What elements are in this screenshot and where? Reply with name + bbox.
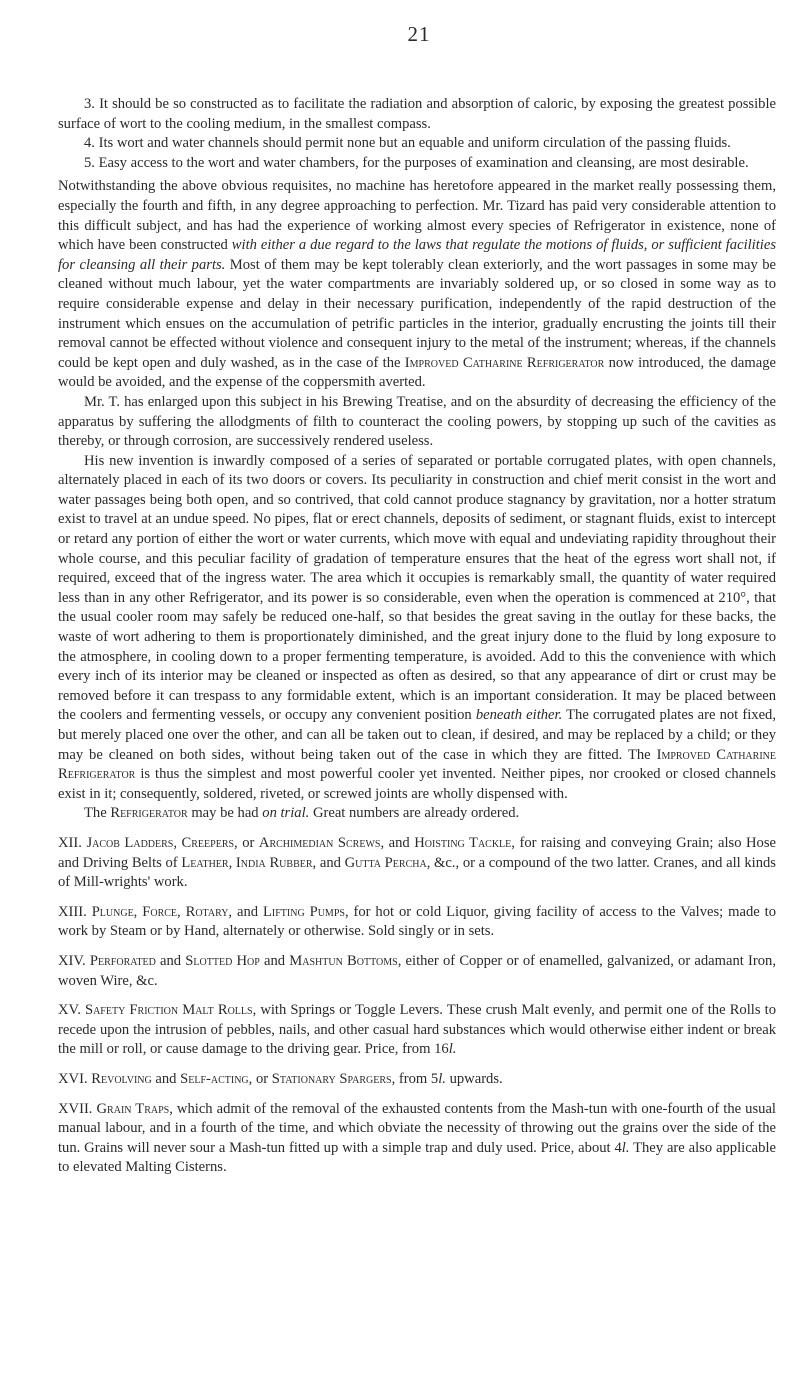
- catalogue-item-xvi: [58, 1070, 776, 1090]
- text-run: which admit of the removal of the exhausted contents from the Mash-tun with one-fourth of the usual manual labour, and in a fourth of the time, and which obviate the necessity of throwing out the grains over the side of the tun. Grains will never sour a Mash-tun fitted up with a simple trap and duly used. Price, about 4: [58, 1100, 776, 1156]
- text-run: and: [384, 834, 415, 851]
- product-name: Improved Catharine Refrigerator: [58, 746, 776, 783]
- product-name: Self-acting,: [180, 1070, 253, 1087]
- text-run: and: [316, 854, 345, 871]
- text-run: and: [155, 952, 186, 969]
- text-run: is thus the simplest and most powerful cooler yet invented. Neither pipes, nor crooked or closed channels exist in it; consequently, soldered, riveted, or screwed joints are wholly dispensed with.: [58, 766, 776, 802]
- text-run: and: [151, 1070, 181, 1087]
- product-name: Leather, India Rubber,: [181, 854, 317, 871]
- paragraph-new-invention: [58, 452, 776, 805]
- text-run: The corrugated plates are not fixed, but merely placed one over the other, and can all be taken out to clean, if desired, and may be replaced by a child; or they may be cleaned on both sides, without being taken out of the case in which they are fitted. The: [58, 707, 776, 763]
- text-run: His new invention is inwardly composed of a series of separated or portable corrugated plates, with open channels, alternately placed in each of its two doors or covers. Its peculiarity in construction and chief merit consist in the wort and water passages being both open, and so contrived, that cold cannot produce stagnancy by gravitation, nor a hotter stratum exist to travel at an undue speed. No pipes, flat or erect channels, deposits of sediment, or stagnant fluids, exist to intercept or retard any portion of either the wort or water currents, which move with equal and undeviating rapidity throughout their whole course, and this peculiar facility of gradation of temperature ensures that the heat of the egress wort shall not, if required, exceed that of the ingress water. The area which it occupies is remarkably small, the quantity of water required less than in any other Refrigerator, and its power is so considerable, even when the operation is commenced at 210°, that the usual cooler room may safely be reduced one-half, so that besides the great saving in the outlay for these backs, the waste of wort adhering to them is proportionately diminished, and the great injury done to the fluid by long exposure to the atmosphere, in cooling down to a proper fermenting temperature, is avoided. Add to this the convenience with which every inch of its interior may be cleaned or inspected as often as desired, so that any appearance of dirt or crust may be removed before it can trespass to any formidable extent, which is an important consideration. It may be placed between the coolers and fermenting vessels, or occupy any convenient position: [58, 452, 776, 724]
- text-run: from 5: [395, 1070, 439, 1087]
- product-name: Mashtun Bottoms,: [289, 952, 402, 969]
- text-run: upwards.: [445, 1070, 503, 1087]
- catalogue-item-xiv: [58, 952, 776, 991]
- page-number: 21: [407, 22, 431, 46]
- requisite-item-3: 3. It should be so constructed as to facilitate the radiation and absorption of caloric, by exposing the greatest possible surface of wort to the cooling medium, in the smallest compass.: [58, 96, 776, 132]
- requisite-item-4: 4. Its wort and water channels should permit none but an equable and uniform circulation of the passing fluids.: [84, 135, 731, 152]
- product-name: Hoisting Tackle,: [414, 834, 515, 851]
- product-name: Jacob Ladders, Creepers,: [86, 834, 238, 851]
- document-page: [58, 0, 776, 1178]
- text-run: and: [232, 903, 263, 920]
- text-run: or: [237, 834, 259, 851]
- item-number: XVII.: [58, 1100, 97, 1117]
- text-run: They are also applicable to elevated Malting Cisterns.: [58, 1139, 776, 1176]
- product-name: Perforated: [89, 952, 156, 969]
- text-run: The: [84, 805, 111, 822]
- text-run: for hot or cold Liquor, giving facility of access to the Valves; made to work by Steam or by Hand, alternately or otherwise. Sold singly or in sets.: [58, 903, 776, 940]
- item-number: XIII.: [58, 903, 92, 920]
- catalogue-item-xvii: [58, 1100, 776, 1178]
- product-name: Gutta Percha,: [344, 854, 431, 871]
- italic-run: l.: [621, 1139, 630, 1156]
- product-name: Revolving: [91, 1070, 152, 1087]
- catalogue-item-xv: [58, 1001, 776, 1060]
- item-number: XIV.: [58, 952, 90, 969]
- catalogue-item-xiii: [58, 903, 776, 942]
- italic-run: with either a due regard to the laws that regulate the motions of fluids, or sufficient facilities for cleansing all their parts.: [58, 237, 776, 273]
- text-run: Great numbers are already ordered.: [309, 805, 520, 822]
- product-name: Plunge, Force, Rotary,: [91, 903, 233, 920]
- product-name: Improved Catharine Refrigerator: [404, 354, 605, 371]
- paragraph-notwithstanding: [58, 177, 776, 393]
- text-run: now introduced, the damage would be avoided, and the expense of the coppersmith averted.: [58, 354, 776, 391]
- requisite-item-5: 5. Easy access to the wort and water chambers, for the purposes of examination and cleansing, are most desirable.: [84, 154, 749, 171]
- text-run: for raising and conveying Grain; also Hose and Driving Belts of: [58, 834, 777, 871]
- italic-run: l.: [448, 1041, 457, 1058]
- text-run: Most of them may be kept tolerably clean exteriorly, and the wort passages in some may be cleaned without much labour, yet the water compartments are invariably soldered up, or so closed in some way as to require considerable expense and delay in their necessary purification, independently of the rapid destruction of the instrument which ensues on the accumulation of petrific particles in the interior, gradually encrusting the joints till their removal cannot be effected without violence and consequent injury to the metal of the instrument; whereas, if the channels could be kept open and duly washed, as in the case of the: [58, 256, 776, 371]
- text-run: &c., or a compound of the two latter. Cranes, and all kinds of Mill-wrights' work.: [58, 854, 776, 891]
- italic-run: l.: [438, 1070, 446, 1087]
- text-run: or: [252, 1070, 272, 1087]
- paragraph-brewing-treatise: Mr. T. has enlarged upon this subject in his Brewing Treatise, and on the absurdity of decreasing the efficiency of the apparatus by suffering the allodgments of filth to counteract the cooling powers, by stopping up such of the cavities as thereby, or through corrosion, are successively rendered useless.: [58, 393, 776, 450]
- text-run: either of Copper or of enamelled, galvanized, or adamant Iron, woven Wire, &c.: [58, 952, 777, 989]
- product-name: Archimedian Screws,: [258, 834, 385, 851]
- product-name: Slotted Hop: [185, 952, 260, 969]
- italic-run: beneath either.: [475, 707, 563, 724]
- product-name: Safety Friction Malt Rolls,: [84, 1002, 257, 1019]
- text-run: may be had: [187, 805, 263, 822]
- paragraph-on-trial: [58, 804, 776, 824]
- product-name: Refrigerator: [110, 805, 188, 822]
- product-name: Grain Traps,: [96, 1100, 173, 1117]
- text-run: Notwithstanding the above obvious requisites, no machine has heretofore appeared in the market really possessing them, especially the fourth and fifth, in any degree approaching to perfection. Mr. Tizard has paid very considerable attention to this difficult subject, and has had the experience of working almost every species of Refrigerator in existence, none of which have been constructed: [58, 178, 776, 254]
- text-run: with Springs or Toggle Levers. These crush Malt evenly, and permit one of the Rolls to recede upon the intrusion of pebbles, nails, and other casual hard substances which would otherwise either indent or break the mill or roll, or cause damage to the driving gear. Price, from 16: [58, 1002, 776, 1058]
- product-name: Lifting Pumps,: [262, 903, 349, 920]
- text-run: and: [259, 952, 290, 969]
- italic-run: on trial.: [262, 805, 310, 822]
- product-name: Stationary Spargers,: [271, 1070, 396, 1087]
- catalogue-item-xii: [58, 834, 776, 893]
- item-number: XII.: [58, 834, 87, 851]
- item-number: XV.: [58, 1002, 85, 1019]
- item-number: XVI.: [58, 1070, 92, 1087]
